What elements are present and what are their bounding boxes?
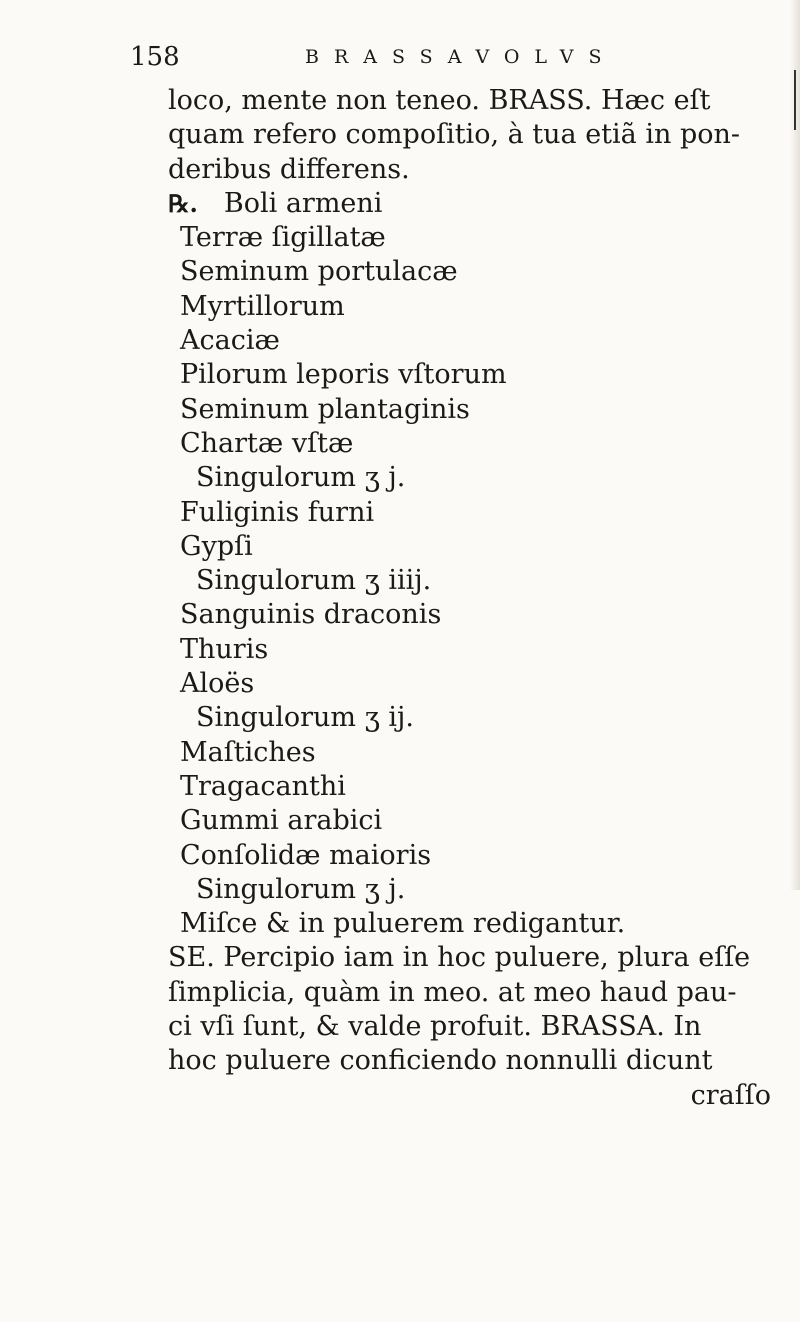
running-title: BRASSAVOLVS (305, 46, 617, 68)
dose-line: Singulorum ʒ ij. (196, 702, 414, 734)
ingredient: Aloës (180, 668, 255, 700)
ingredient: Maſtiches (180, 736, 316, 768)
ingredient: Chartæ vſtæ (180, 427, 354, 459)
text-line: SE. Percipio iam in hoc puluere, plura eſſe (168, 942, 751, 974)
ingredient: Seminum plantaginis (180, 393, 470, 425)
ingredient: Pilorum leporis vſtorum (180, 359, 507, 391)
text-line: ſimplicia, quàm in meo. at meo haud pau- (168, 976, 737, 1008)
page-edge-mark (794, 70, 796, 130)
page-header (130, 42, 660, 82)
dose-line: Singulorum ʒ j. (196, 873, 406, 905)
recipe-line (168, 187, 793, 221)
instruction-line: Miſce & in puluerem redigantur. (180, 908, 626, 940)
text-line: deribus differens. (168, 153, 410, 185)
recipe-symbol: ℞. (168, 188, 198, 218)
ingredient: Fuliginis furni (180, 496, 375, 528)
text-line: hoc puluere conficiendo nonnulli dicunt (168, 1045, 713, 1077)
ingredient: Gypſi (180, 530, 253, 562)
page-number: 158 (130, 42, 180, 72)
ingredient: Seminum portulacæ (180, 256, 458, 288)
catchword: craſſo (690, 1079, 771, 1111)
text-line: quam refero compoſitio, à tua etiã in pon- (168, 119, 741, 151)
ingredient: Terræ ſigillatæ (180, 222, 386, 254)
dose-line: Singulorum ʒ j. (196, 462, 406, 494)
ingredient: Myrtillorum (180, 290, 345, 322)
dose-line: Singulorum ʒ iiij. (196, 565, 432, 597)
ingredient: Acaciæ (180, 325, 280, 357)
body-text (168, 84, 793, 1113)
ingredient: Tragacanthi (180, 770, 346, 802)
ingredient: Gummi arabici (180, 805, 383, 837)
ingredient: Thuris (180, 633, 269, 665)
text-line: ci vſi ſunt, & valde profuit. BRASSA. In (168, 1011, 702, 1043)
text-line: loco, mente non teneo. BRASS. Hæc eſt (168, 85, 711, 116)
ingredient: Conſolidæ maioris (180, 839, 432, 871)
ingredient: Boli armeni (223, 187, 383, 219)
ingredient: Sanguinis draconis (180, 599, 442, 631)
